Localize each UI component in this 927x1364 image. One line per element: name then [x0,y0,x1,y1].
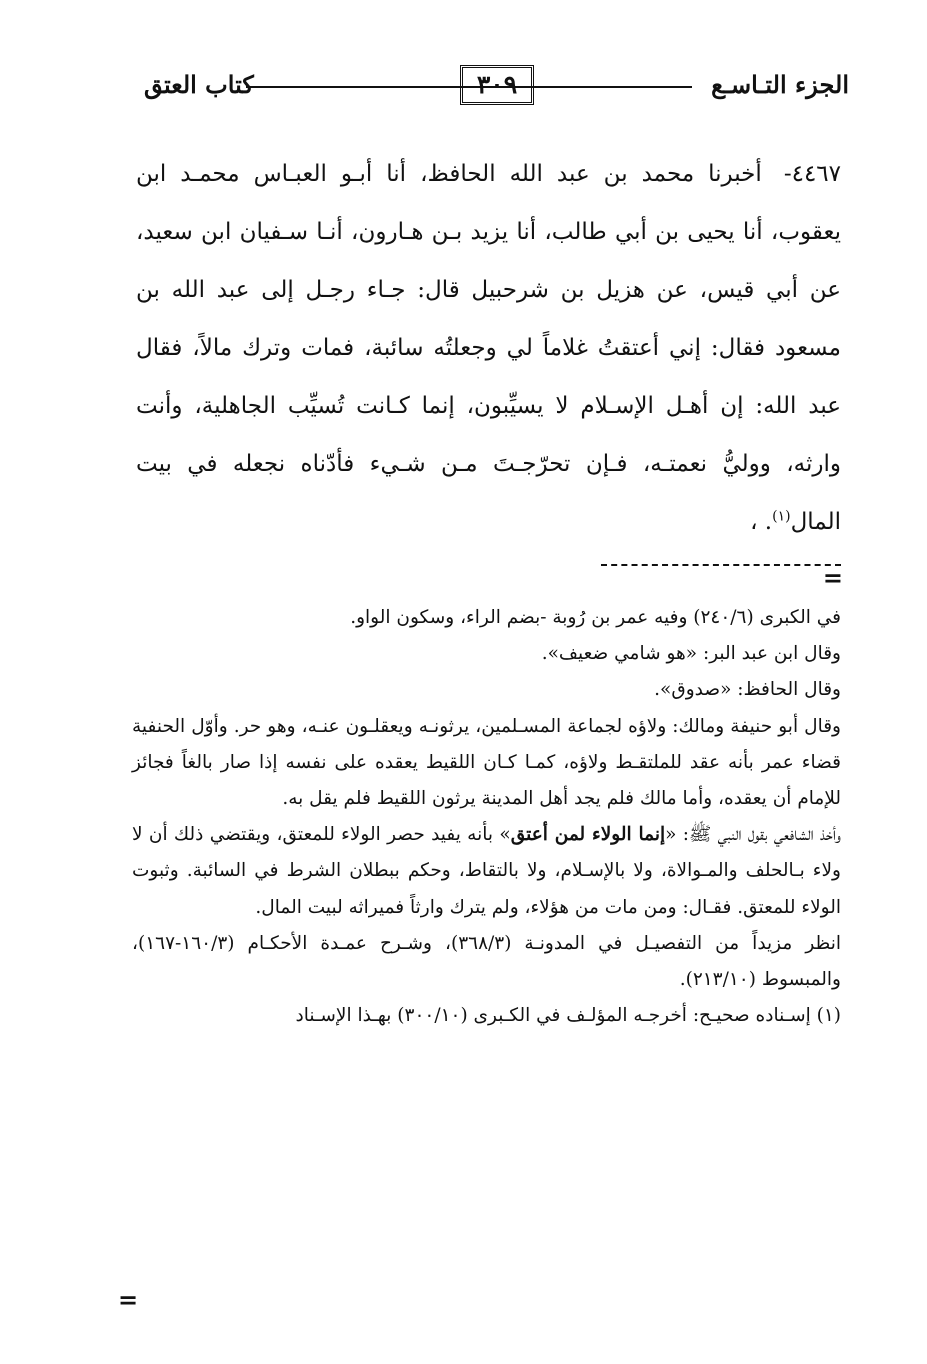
hadith-text [136,145,841,551]
hadith-body: أخبرنا محمد بن عبد الله الحافظ، أنا أبـو العبـاس محمـد ابن يعقوب، أنا يحيى بن أبي طالب، أنا يزيد بـن هـارون، أنـا سـفيان ابن سعيد، عن أبي قيس، عن هزيل بن شرحبيل قال: جـاء رجـل إلى عبد الله بن مسعود فقال: إني أعتقتُ غلاماً لي وجعلتُه سائبة، فمات وترك مالاً، فقال عبد الله: إن أهـل الإسـلام لا يسيِّبون، إنما كـانت تُسيِّب الجاهلية، وأنت وارثه، ووليُّ نعمتـه، فـإن تحرّجـتَ مـن شـيء فأدّناه نجعله في بيت المال [136,161,841,535]
hadith-number: ٤٤٦٧- [783,161,842,187]
footnote-reference: (١) [772,508,791,525]
footnote-line: وقال ابن عبد البر: «هو شامي ضعيف». [541,643,841,665]
footnote-note: (١) إسـناده صحيـح: أخرجـه المؤلـف في الكـبرى (٣٠٠/١٠) بهـذا الإسـناد [295,1005,841,1027]
footnote-paragraph: انظر مزيداً من التفصيـل في المدونـة (٣٦٨/٣)، وشـرح عمـدة الأحكـام (١٦٠/٣-١٦٧)، والمبسوط (٢١٣/١٠). [132,932,841,991]
hadith-paragraph [136,145,841,551]
volume-title: الجزء التـاسـع [711,70,849,99]
footnote-line: وقال الحافظ: «صدوق». [654,679,841,701]
footnotes [132,600,841,1034]
footnote-separator [601,564,841,566]
end-mark: . ، [750,509,773,535]
header-rule-left [246,86,460,88]
footnote-paragraph: وقال أبو حنيفة ومالك: ولاؤه لجماعة المسـلمين، يرثونـه ويعقلـون عنـه، وهو حر. وأوّل الحنفية قضاء عمر بأنه عقد للملتقـط ولاؤه، كمـا كـان اللقيط يعقده على نفسه إذا صار بالغاً فجائز للإمام أن يعقده، وأما مالك فلم يجد أهل المدينة يرثون اللقيط فلم يقل به. [132,715,841,810]
continuation-mark: = [118,1285,139,1314]
book-title: كتاب العتق [144,70,254,99]
hadith-quote: إنما الولاء لمن أعتق [510,824,666,846]
footnote-text: وأخذ الشافعي بقول النبي ﷺ: « [665,824,841,846]
footnote-paragraph [132,817,841,926]
page-number: ٣٠٩ [460,65,534,105]
continued-footnote-mark: = [822,563,843,592]
page-header [130,62,849,112]
footnote-line: في الكبرى (٢٤٠/٦) وفيه عمر بن رُوبة -بضم الراء، وسكون الواو. [350,607,841,628]
footnote-text: » بأنه يفيد حصر الولاء للمعتق، ويقتضي ذلك أن لا ولاء بـالحلف والمـوالاة، ولا بالإسـلام، ولا بالتقاط، وحكم ببطلان الشرط في السائبة. وثبوت الولاء للمعتق. فقـال: ومن مات من هؤلاء، ولم يترك وارثاً فميراثه لبيت المال. [132,824,841,918]
